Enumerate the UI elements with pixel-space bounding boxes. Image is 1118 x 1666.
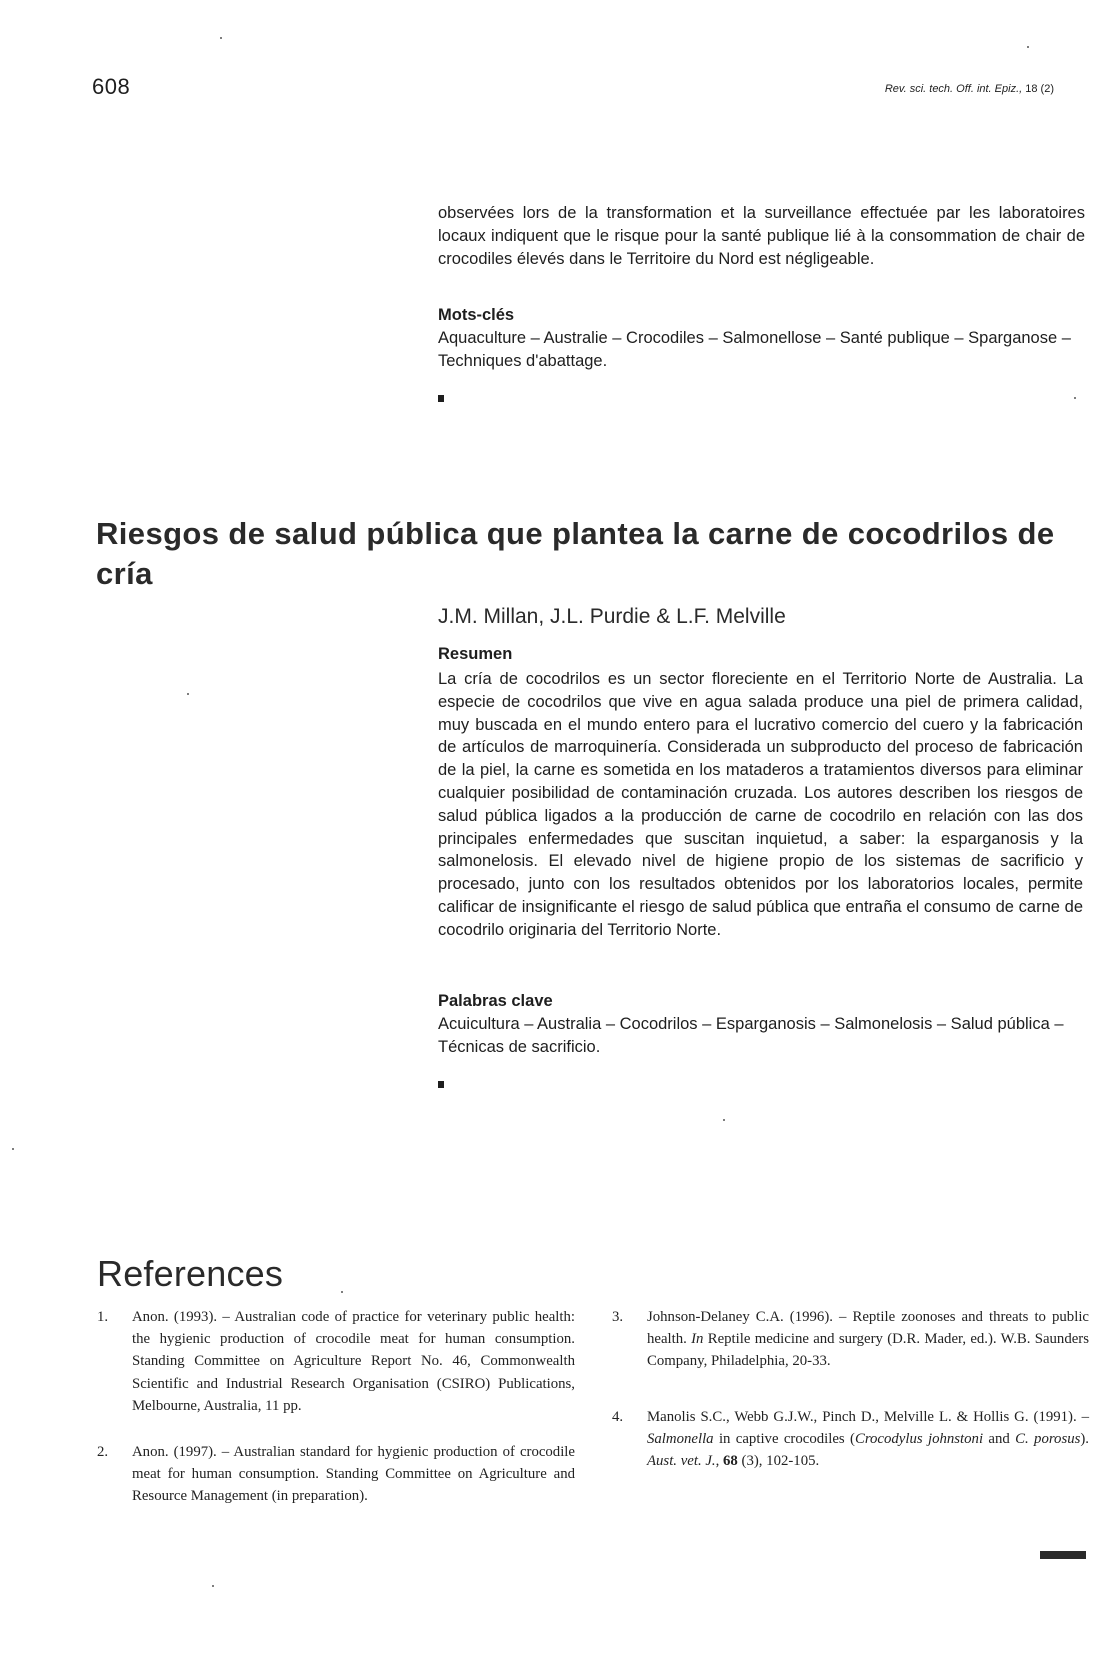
references-column-right (612, 1306, 1089, 1496)
reference-text: Anon. (1993). – Australian code of practice for veterinary public health: the hygienic production of crocodile meat for human consumption. Standing Committee on Agriculture Report No. 46, Commonwealth Scientific and Industrial Research Organisation (CSIRO) Publications, Melbourne, Australia, 11 pp. (132, 1309, 575, 1414)
spanish-abstract-text: La cría de cocodrilos es un sector floreciente en el Territorio Norte de Australia. La especie de cocodrilos que vive en agua salada produce una piel de primera calidad, muy buscada en el mundo entero para el lucrativo comercio del cuero y la fabricación de artículos de marroquinería. Considerada un subproducto del proceso de fabricación de la piel, la carne es sometida en los mataderos a tratamientos diversos para eliminar cualquier posibilidad de contaminación cruzada. Los autores describen los riesgos de salud pública ligados a la producción de carne de cocodrilo en relación con las dos principales enfermedades que suscitan inquietud, a saber: la esparganosis y la salmonelosis. El elevado nivel de higiene propio de los sistemas de sacrificio y procesado, junto con los resultados obtenidos por los laboratorios locales, permite calificar de insignificante el riesgo de salud pública que entraña el consumo de carne de cocodrilo originaria del Territorio Norte. (438, 670, 1083, 939)
reference-text-part: (3), 102-105. (737, 1453, 820, 1470)
section-end-mark (438, 395, 444, 402)
journal-citation: Rev. sci. tech. Off. int. Epiz., (884, 83, 1023, 95)
reference-text: Anon. (1997). – Australian standard for hygienic production of crocodile meat for human consumption. Standing Committee on Agriculture and Resource Management (in preparation). (132, 1444, 575, 1505)
reference-number: 1. (97, 1309, 109, 1325)
reference-text-part: Johnson-Delaney C.A. (1996). – Reptile zoonoses and threats to public health. (647, 1309, 1089, 1348)
reference-italic-species: C. porosus (1015, 1430, 1081, 1447)
reference-number: 3. (612, 1309, 624, 1325)
references-title: References (97, 1253, 284, 1294)
reference-item (97, 1306, 575, 1417)
reference-text-part: Reptile medicine and surgery (D.R. Mader, ed.). W.B. Saunders Company, Philadelphia, 20-33. (647, 1331, 1089, 1370)
reference-number: 2. (97, 1444, 109, 1461)
reference-item (612, 1406, 1089, 1473)
scan-speck (187, 693, 189, 695)
spanish-keywords: Acuicultura – Australia – Cocodrilos – Esparganosis – Salmonelosis – Salud pública – Técnicas de sacrificio. (438, 1014, 1064, 1056)
reference-italic-genus: Salmonella (647, 1430, 714, 1447)
reference-item (97, 1441, 575, 1508)
reference-text-part: and (983, 1430, 1016, 1447)
reference-text (647, 1406, 1089, 1473)
page-number: 608 (92, 74, 131, 99)
abstract-heading: Resumen (438, 645, 513, 663)
reference-italic-journal: Aust. vet. J. (647, 1453, 716, 1470)
references-column-left (97, 1306, 575, 1532)
scan-speck (1074, 397, 1076, 399)
reference-text-part: in captive crocodiles ( (713, 1430, 855, 1447)
reference-italic-in: In (691, 1331, 704, 1348)
reference-italic-species: Crocodylus johnstoni (854, 1430, 984, 1447)
scan-speck (341, 1291, 343, 1293)
spanish-keywords-block (438, 990, 1090, 1058)
french-keywords: Aquaculture – Australie – Crocodiles – Salmonellose – Santé publique – Sparganose – Techniques d'abattage. (438, 328, 1071, 370)
reference-text-part: , (715, 1453, 724, 1470)
scan-speck (220, 37, 222, 39)
scan-speck (212, 1585, 214, 1587)
reference-text-part: ). (1080, 1430, 1089, 1447)
reference-bold-volume: 68 (723, 1453, 738, 1470)
scan-speck (1027, 46, 1029, 48)
printer-mark (1040, 1551, 1086, 1559)
running-head (885, 83, 1054, 95)
reference-number: 4. (612, 1408, 624, 1425)
section-end-mark (438, 1081, 444, 1088)
scan-speck (723, 1119, 725, 1121)
french-keywords-block (438, 304, 1090, 372)
reference-text-part: Manolis S.C., Webb G.J.W., Pinch D., Melville L. & Hollis G. (1991). – (647, 1408, 1089, 1425)
scan-speck (12, 1148, 14, 1150)
french-summary-text: observées lors de la transformation et la surveillance effectuée par les laboratoires locaux indiquent que le risque pour la santé publique lié à la consommation de chair de crocodiles élevés dans le Territoire du Nord est négligeable. (438, 204, 1085, 268)
reference-text (647, 1306, 1089, 1373)
spanish-keywords-heading: Palabras clave (438, 992, 553, 1010)
article-title: Riesgos de salud pública que plantea la carne de cocodrilos de cría (96, 516, 1055, 591)
journal-volume: 18 (2) (1025, 83, 1054, 95)
reference-item (612, 1306, 1089, 1373)
article-authors: J.M. Millan, J.L. Purdie & L.F. Melville (438, 605, 786, 628)
french-keywords-heading: Mots-clés (438, 306, 515, 324)
